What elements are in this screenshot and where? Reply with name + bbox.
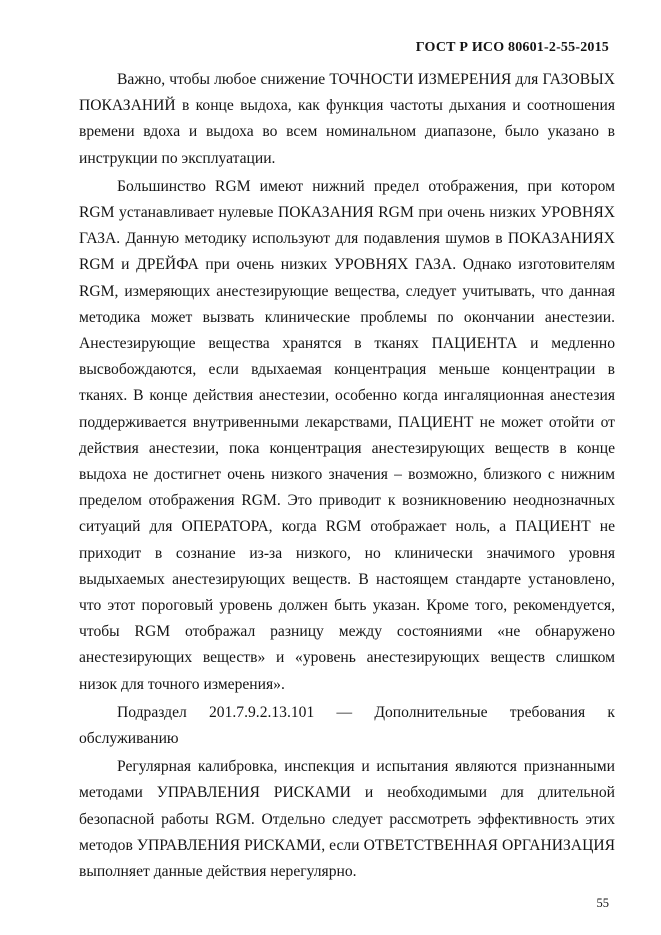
paragraph-measurement-accuracy: Важно, чтобы любое снижение ТОЧНОСТИ ИЗМЕРЕНИЯ для ГАЗОВЫХ ПОКАЗАНИЙ в конце выдоха, как функция частоты дыхания и соотношения времени вдоха и выдоха во всем номинальном диапазоне, было указано в инструкции по эксплуатации.	[79, 71, 615, 167]
document-header: ГОСТ Р ИСО 80601-2-55-2015	[415, 40, 609, 55]
document-body	[79, 67, 615, 887]
page-number: 55	[596, 896, 609, 910]
paragraph-calibration: Регулярная калибровка, инспекция и испытания являются признанными методами УПРАВЛЕНИЯ РИСКАМИ и необходимыми для длительной безопасной работы RGM. Отдельно следует рассмотреть эффективность этих методов УПРАВЛЕНИЯ РИСКАМИ, если ОТВЕТСТВЕННАЯ ОРГАНИЗАЦИЯ выполняет данные действия нерегулярно.	[79, 758, 615, 881]
paragraph-rgm-display-limit: Большинство RGM имеют нижний предел отображения, при котором RGM устанавливает нулевые ПОКАЗАНИЯ RGM при очень низких УРОВНЯХ ГАЗА. Данную методику используют для подавления шумов в ПОКАЗАНИЯХ RGM и ДРЕЙФА при очень низких УРОВНЯХ ГАЗА. Однако изготовителям RGM, измеряющих анестезирующие вещества, следует учитывать, что данная методика может вызвать клинические проблемы по окончании анестезии. Анестезирующие вещества хранятся в тканях ПАЦИЕНТА и медленно высвобождаются, если вдыхаемая концентрация меньше концентрации в тканях. В конце действия анестезии, особенно когда ингаляционная анестезия поддерживается внутривенными лекарствами, ПАЦИЕНТ не может отойти от действия анестезии, пока концентрация анестезирующих веществ в конце выдоха не достигнет очень низкого значения – возможно, близкого с нижним пределом отображения RGM. Это приводит к возникновению неоднозначных ситуаций для ОПЕРАТОРА, когда RGM отображает ноль, а ПАЦИЕНТ не приходит в сознание из-за низкого, но клинически значимого уровня выдыхаемых анестезирующих веществ. В настоящем стандарте установлено, что этот пороговый уровень должен быть указан. Кроме того, рекомендуется, чтобы RGM отображал разницу между состояниями «не обнаружено анестезирующих веществ» и «уровень анестезирующих веществ слишком низок для точного измерения».	[79, 177, 615, 693]
subsection-heading: Подраздел 201.7.9.2.13.101 — Дополнительные требования к обслуживанию	[79, 703, 615, 748]
